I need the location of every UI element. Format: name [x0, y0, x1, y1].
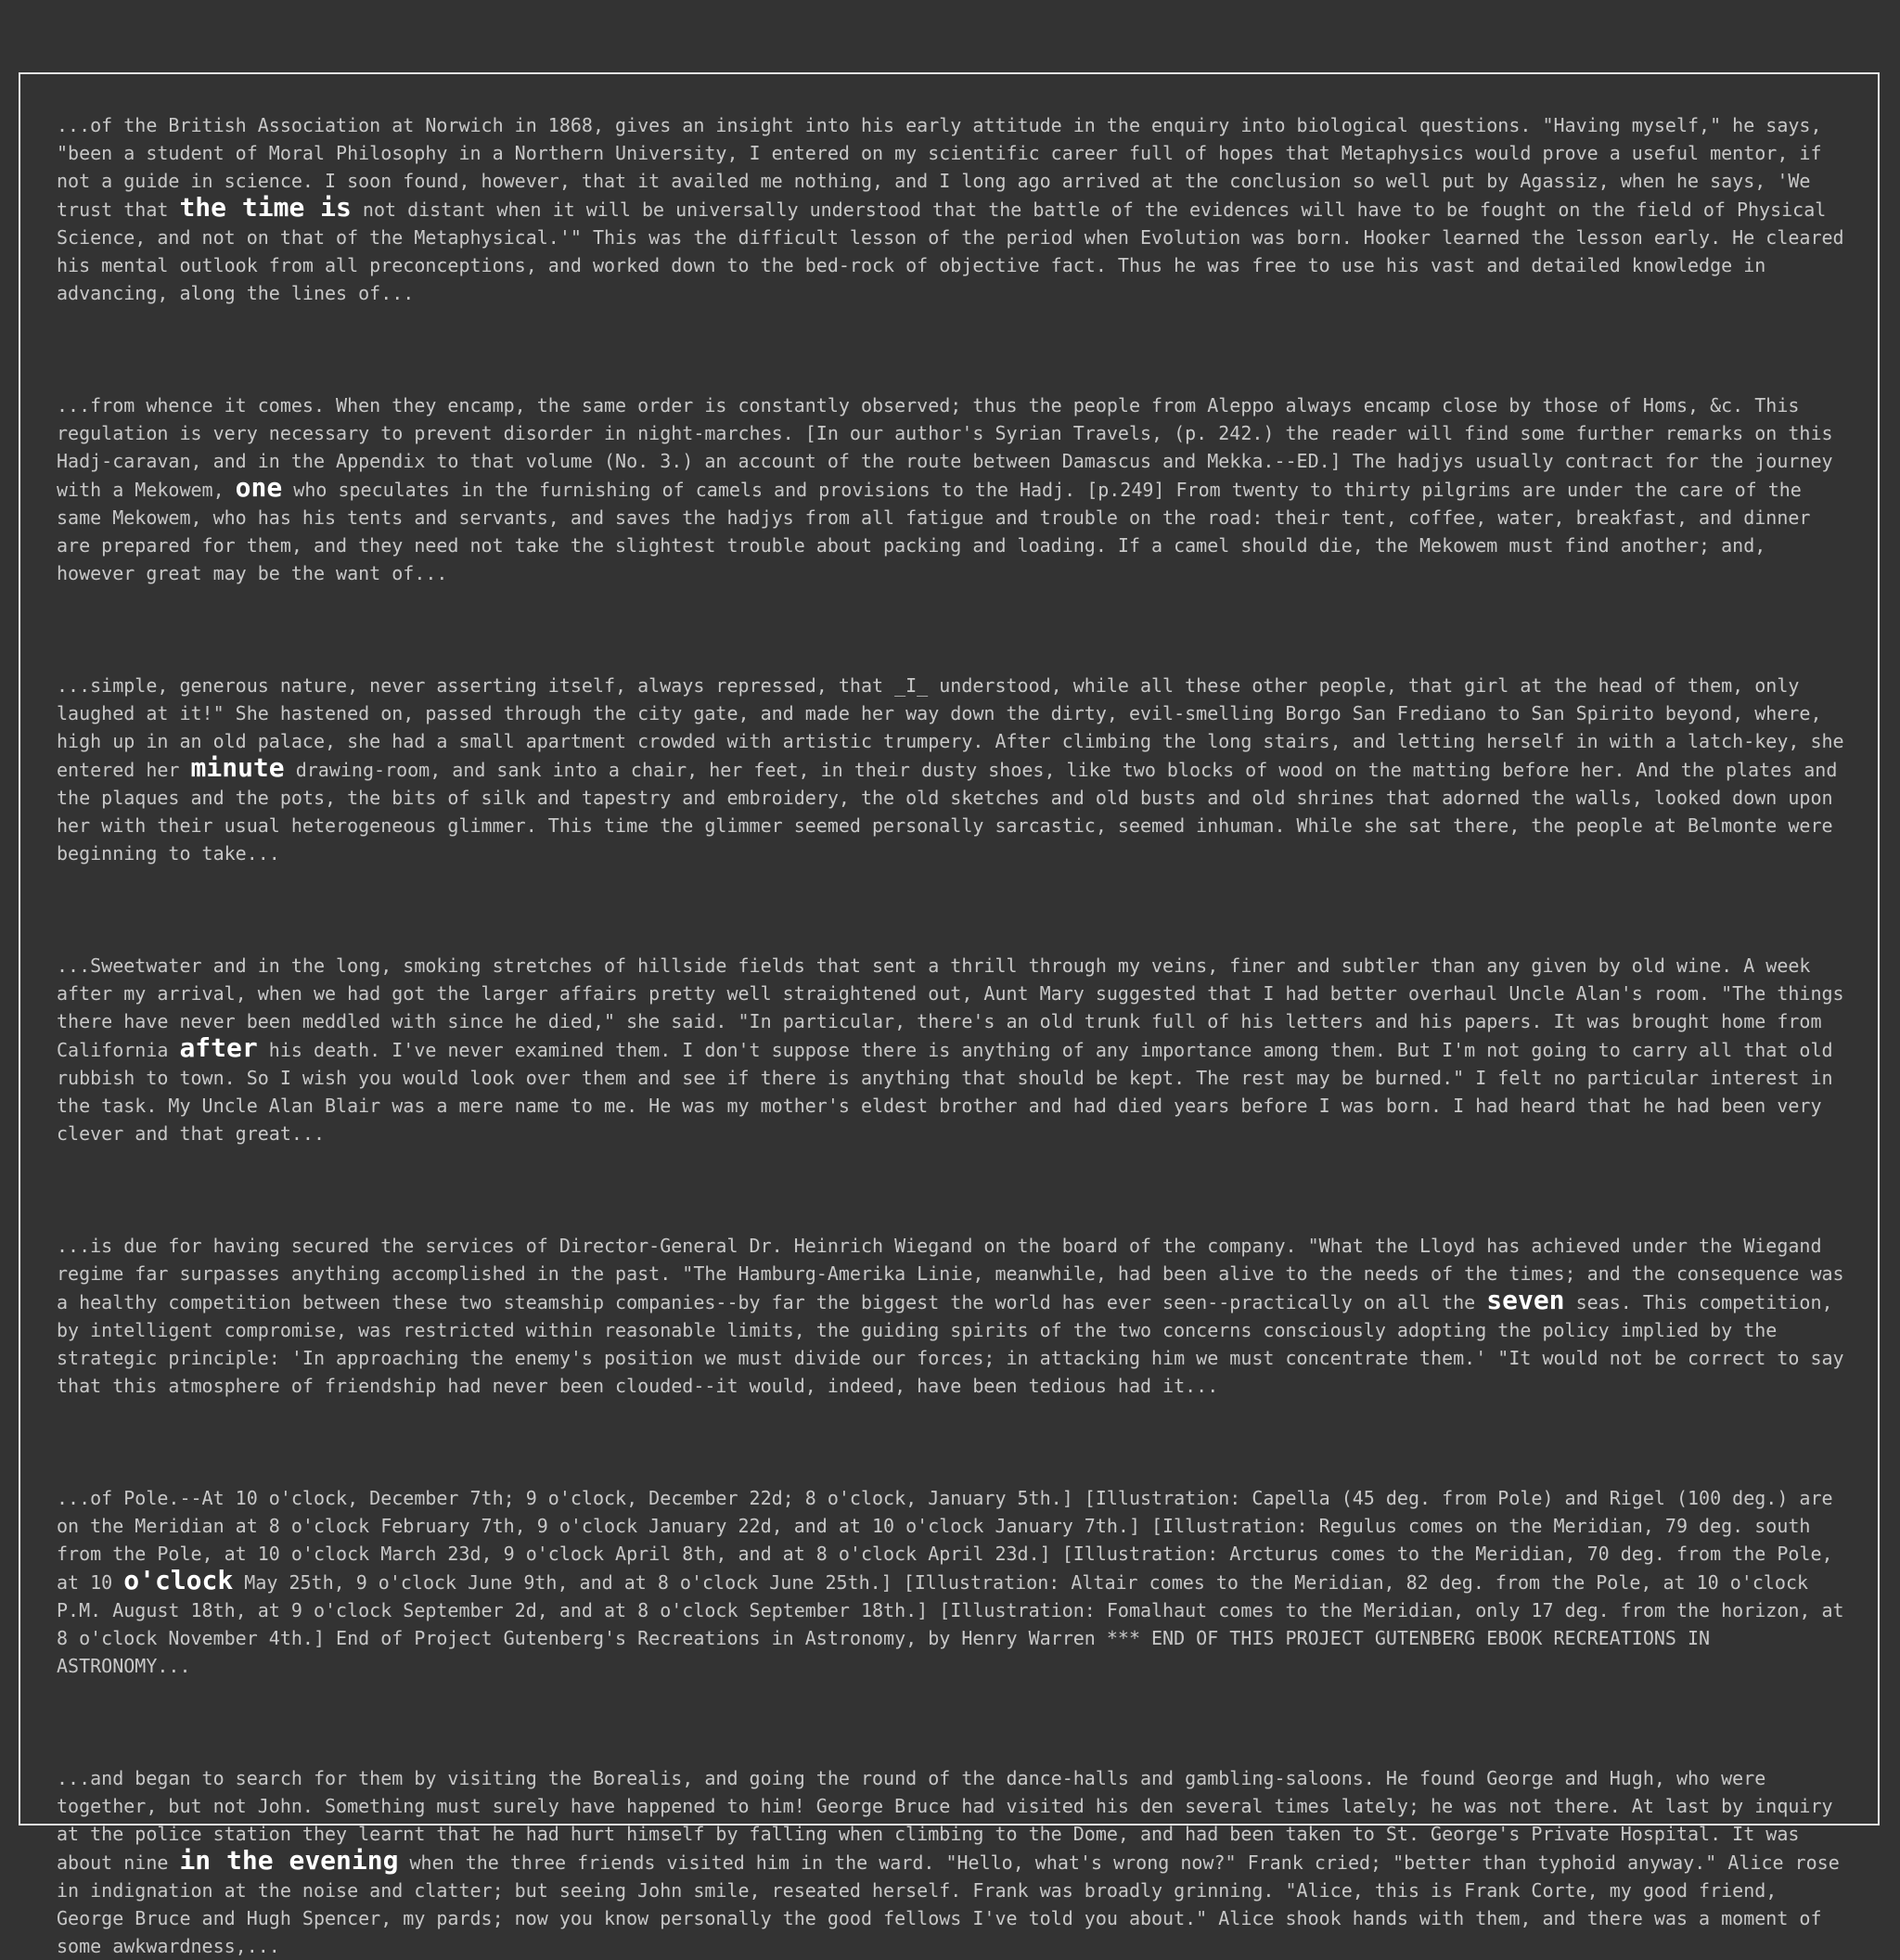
passage — [57, 1764, 1845, 1960]
passage-text-after: not distant when it will be universally understood that the battle of the evidences will have to be fought on the field of Physical Science, and not on that of the Metaphysical.'" This was the difficult lesson of the period when Evolution was born. Hooker learned the lesson early. He cleared his mental outlook from all preconceptions, and worked down to the bed-rock of objective fact. Thus he was free to use his vast and detailed knowledge in advancing, along the lines of... — [57, 199, 1844, 304]
passage — [57, 391, 1845, 587]
passage-text-before: ...from whence it comes. When they encamp, the same order is constantly observed; thus the people from Aleppo always encamp close by those of Homs, &c. This regulation is very necessary to prevent disorder in night-marches. [In our author's Syrian Travels, (p. 242.) the reader will find some further remarks on this Hadj-caravan, and in the Appendix to that volume (No. 3.) an account of the route between Damascus and Mekka.--ED.] The hadjys usually contract for the journey with a Mekowem, — [57, 394, 1833, 501]
passage-text-before: ...is due for having secured the services of Director-General Dr. Heinrich Wiegand on the board of the company. "What the Lloyd has achieved under the Wiegand regime far surpasses anything accomplished in the past. "The Hamburg-Amerika Linie, meanwhile, had been alive to the needs of the times; and the consequence was a healthy competition between these two steamship companies--by far the biggest the world has ever seen--practically on all the — [57, 1235, 1844, 1313]
passage — [57, 111, 1845, 307]
passage-list — [57, 111, 1845, 1960]
highlighted-phrase: in the evening — [179, 1845, 399, 1876]
passage — [57, 952, 1845, 1147]
passage-text-before: ...simple, generous nature, never asserting itself, always repressed, that _I_ understood, while all these other people, that girl at the head of them, only laughed at it!" She hastened on, passed through the city gate, and made her way down the dirty, evil-smelling Borgo San Frediano to San Spirito beyond, where, high up in an old palace, she had a small apartment crowded with artistic trumpery. After climbing the long stairs, and letting herself in with a latch-key, she entered her — [57, 674, 1844, 781]
passage-text-after: when the three friends visited him in the ward. "Hello, what's wrong now?" Frank cried; "better than typhoid anyway." Alice rose in indignation at the noise and clatter; but seeing John smile, reseated herself. Frank was broadly grinning. "Alice, this is Frank Corte, my good friend, George Bruce and Hugh Spencer, my pards; now you know personally the good fellows I've told you about." Alice shook hands with them, and there was a moment of some awkwardness,... — [57, 1851, 1840, 1957]
highlighted-phrase: seven — [1486, 1285, 1565, 1315]
passage-text-before: ...of the British Association at Norwich in 1868, gives an insight into his early attitude in the enquiry into biological questions. "Having myself," he says, "been a student of Moral Philosophy in a Northern University, I entered on my scientific career full of hopes that Metaphysics would prove a useful mentor, if not a guide in science. I soon found, however, that it availed me nothing, and I long ago arrived at the conclusion so well put by Agassiz, when he says, 'We trust that — [57, 114, 1822, 221]
passage-text-after: his death. I've never examined them. I don't suppose there is anything of any importance among them. But I'm not going to carry all that old rubbish to town. So I wish you would look over them and see if there is anything that should be kept. The rest may be burned." I felt no particular interest in the task. My Uncle Alan Blair was a mere name to me. He was my mother's eldest brother and had died years before I was born. I had heard that he had been very clever and that great... — [57, 1039, 1833, 1145]
passage-text-before: ...Sweetwater and in the long, smoking stretches of hillside fields that sent a thrill through my veins, finer and subtler than any given by old wine. A week after my arrival, when we had got the larger affairs pretty well straightened out, Aunt Mary suggested that I had better overhaul Uncle Alan's room. "The things there have never been meddled with since he died," she said. "In particular, there's an old trunk full of his letters and his papers. It was brought home from California — [57, 954, 1844, 1061]
passage — [57, 1484, 1845, 1680]
passage — [57, 672, 1845, 867]
highlighted-phrase: after — [179, 1032, 258, 1063]
passage-text-after: who speculates in the furnishing of camels and provisions to the Hadj. [p.249] From twenty to thirty pilgrims are under the care of the same Mekowem, who has his tents and servants, and saves the hadjys from all fatigue and trouble on the road: their tent, coffee, water, breakfast, and dinner are prepared for them, and they need not take the slightest trouble about packing and loading. If a camel should die, the Mekowem must find another; and, however great may be the want of... — [57, 479, 1811, 584]
passage — [57, 1232, 1845, 1400]
highlighted-phrase: one — [235, 472, 283, 503]
passage-text-after: drawing-room, and sank into a chair, her feet, in their dusty shoes, like two blocks of wood on the matting before her. And the plates and the plaques and the pots, the bits of silk and tapestry and embroidery, the old sketches and old busts and old shrines that adorned the walls, looked down upon her with their usual heterogeneous glimmer. This time the glimmer seemed personally sarcastic, seemed inhuman. While she sat there, the people at Belmonte were beginning to take... — [57, 759, 1838, 865]
passage-text-after: May 25th, 9 o'clock June 9th, and at 8 o'clock June 25th.] [Illustration: Altair comes to the Meridian, 82 deg. from the Pole, at 10 o'clock P.M. August 18th, at 9 o'clock September 2d, and at 8 o'clock September 18th.] [Illustration: Fomalhaut comes to the Meridian, only 17 deg. from the horizon, at 8 o'clock November 4th.] End of Project Gutenberg's Recreations in Astronomy, by Henry Warren *** END OF THIS PROJECT GUTENBERG EBOOK RECREATIONS IN ASTRONOMY... — [57, 1571, 1844, 1677]
passage-text-before: ...and began to search for them by visiting the Borealis, and going the round of the dance-halls and gambling-saloons. He found George and Hugh, who were together, but not John. Something must surely have happened to him! George Bruce had visited his den several times lately; he was not there. At last by inquiry at the police station they learnt that he had hurt himself by falling when climbing to the Dome, and had been taken to St. George's Private Hospital. It was about nine — [57, 1767, 1833, 1874]
passage-text-after: seas. This competition, by intelligent compromise, was restricted within reasonable limits, the guiding spirits of the two concerns consciously adopting the policy implied by the strategic principle: 'In approaching the enemy's position we must divide our forces; in attacking him we must concentrate them.' "It would not be correct to say that this atmosphere of friendship had never been clouded--it would, indeed, have been tedious had it... — [57, 1291, 1844, 1397]
passage-text-before: ...of Pole.--At 10 o'clock, December 7th; 9 o'clock, December 22d; 8 o'clock, January 5th.] [Illustration: Capella (45 deg. from Pole) and Rigel (100 deg.) are on the Meridian at 8 o'clock February 7th, 9 o'clock January 22d, and at 10 o'clock January 7th.] [Illustration: Regulus comes on the Meridian, 79 deg. south from the Pole, at 10 o'clock March 23d, 9 o'clock April 8th, and at 8 o'clock April 23d.] [Illustration: Arcturus comes to the Meridian, 70 deg. from the Pole, at 10 — [57, 1487, 1833, 1594]
highlighted-phrase: the time is — [179, 192, 352, 223]
highlighted-phrase: o'clock — [123, 1565, 234, 1595]
highlighted-phrase: minute — [190, 752, 285, 783]
